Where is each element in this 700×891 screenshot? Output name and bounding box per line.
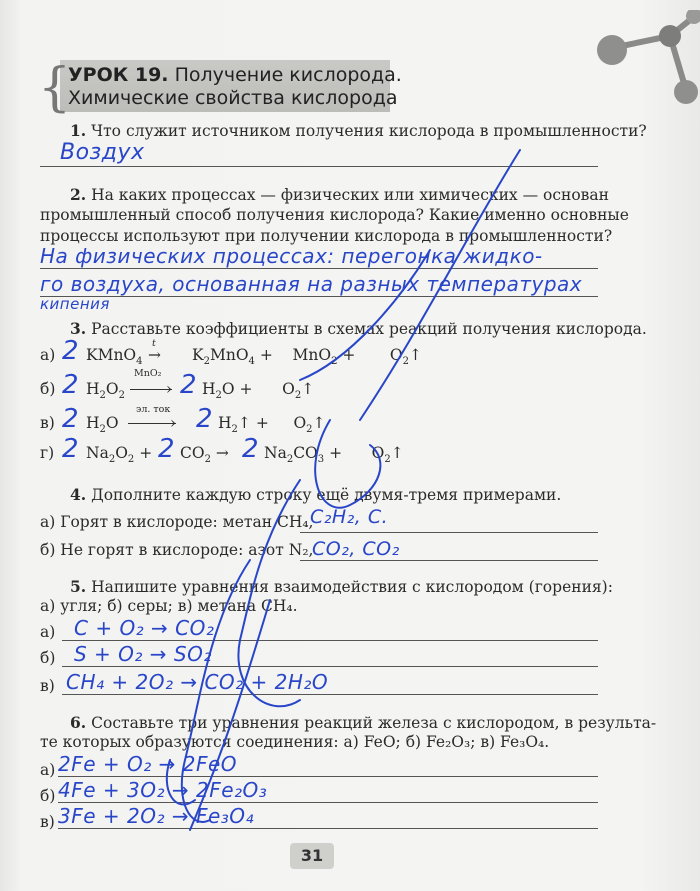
coefficient-c: 2 (62, 404, 80, 434)
answer-2-line1: На физических процессах: перегонка жидко- (40, 244, 543, 268)
answer-4b: CO₂, CO₂ (312, 538, 400, 560)
question-4b: б) Не горят в кислороде: азот N₂, (40, 541, 314, 559)
pen-stroke (190, 600, 270, 830)
answer-6c-label: в) (40, 813, 55, 831)
pen-stroke (360, 150, 520, 420)
answer-6b-label: б) (40, 787, 56, 805)
answer-5c-label: в) (40, 677, 55, 695)
question-5-line1: 5. Напишите уравнения взаимодействия с кислородом (горения): (70, 577, 613, 596)
question-2-line2: промышленный способ получения кислорода? Какие именно основные (40, 206, 629, 224)
reaction-b-products: $H_2O$ + $O_2↑$ (202, 380, 315, 402)
reaction-b-reactant: $H_2O_2$ (86, 380, 125, 402)
answer-2-line2: го воздуха, основанная на разных температурах (40, 272, 583, 296)
reaction-a-products: $K_2MnO_4$ + MnO$_2$ + $O_2↑$ (192, 346, 422, 368)
reaction-a-label: а) (40, 346, 56, 364)
reaction-a-arrow: → (148, 346, 161, 364)
answer-5c: CH₄ + 2O₂ → CO₂ + 2H₂O (66, 670, 329, 694)
coefficient-c-product: 2 (196, 404, 214, 434)
coefficient-b: 2 (62, 370, 80, 400)
coefficient-d-co2: 2 (158, 434, 176, 464)
lesson-title-line1: УРОК 19. Получение кислорода. (68, 64, 402, 86)
question-3: 3. Расставьте коэффициенты в схемах реакций получения кислорода. (70, 319, 647, 338)
question-2-line1: 2. На каких процессах — физических или химических — основан (70, 185, 609, 204)
reaction-b-catalyst: MnO₂ (134, 368, 162, 379)
reaction-b-arrowhead: › (166, 380, 173, 398)
answer-6a: 2Fe + O₂ → 2FeO (58, 752, 238, 776)
pen-stroke (300, 250, 430, 380)
reaction-d-reactant2: $CO_2$ → (180, 444, 229, 466)
reaction-d-products: $Na_2CO_3$ + $O_2↑$ (264, 444, 404, 466)
header-brace: { (38, 58, 72, 118)
reaction-c-label: в) (40, 414, 55, 432)
answer-5b: S + O₂ → SO₂ (74, 642, 212, 666)
answer-6a-label: а) (40, 761, 56, 779)
question-6-line2: те которых образуются соединения: а) FeO; б) Fe₂O₃; в) Fe₃O₄. (40, 733, 550, 751)
answer-5b-label: б) (40, 649, 56, 667)
reaction-c-reactant: $H_2O$ (86, 414, 119, 436)
reaction-c-condition: эл. ток (136, 404, 171, 415)
coefficient-d-product: 2 (242, 434, 260, 464)
reaction-d-label: г) (40, 444, 55, 462)
answer-4a: C₂H₂, C. (310, 506, 389, 528)
coefficient-a: 2 (62, 336, 80, 366)
pen-stroke (182, 560, 250, 822)
answer-5a-label: а) (40, 623, 56, 641)
answer-6c: 3Fe + 2O₂ → Fe₃O₄ (58, 804, 255, 828)
answer-6b: 4Fe + 3O₂ → 2Fe₂O₃ (58, 778, 268, 802)
reaction-d-reactant1: $Na_2O_2$ + (86, 444, 153, 466)
lesson-title-line2: Химические свойства кислорода (68, 87, 398, 109)
reaction-b-label: б) (40, 380, 56, 398)
question-6-line1: 6. Составьте три уравнения реакций железа с кислородом, в результа- (70, 713, 657, 732)
coefficient-b-product: 2 (180, 370, 198, 400)
reaction-c-arrowhead: › (170, 414, 177, 432)
question-4a: а) Горят в кислороде: метан CH₄, (40, 513, 314, 531)
answer-5a: C + O₂ → CO₂ (74, 616, 215, 640)
question-5-line2: а) угля; б) серы; в) метана CH₄. (40, 597, 298, 615)
reaction-c-products: $H_2↑$ + $O_2↑$ (218, 414, 326, 436)
pen-stroke (315, 420, 380, 508)
question-1: 1. Что служит источником получения кислорода в промышленности? (70, 121, 647, 140)
answer-2-line3: кипения (40, 295, 110, 313)
question-4: 4. Дополните каждую строку ещё двумя-тремя примерами. (70, 485, 562, 504)
answer-1: Воздух (60, 140, 145, 165)
reaction-a-reactant: KMnO$_4$ (86, 346, 143, 368)
page-number: 31 (290, 843, 334, 869)
question-2-line3: процессы используют при получении кислорода в промышленности? (40, 227, 613, 245)
reaction-a-condition: t (152, 338, 156, 349)
coefficient-d: 2 (62, 434, 80, 464)
